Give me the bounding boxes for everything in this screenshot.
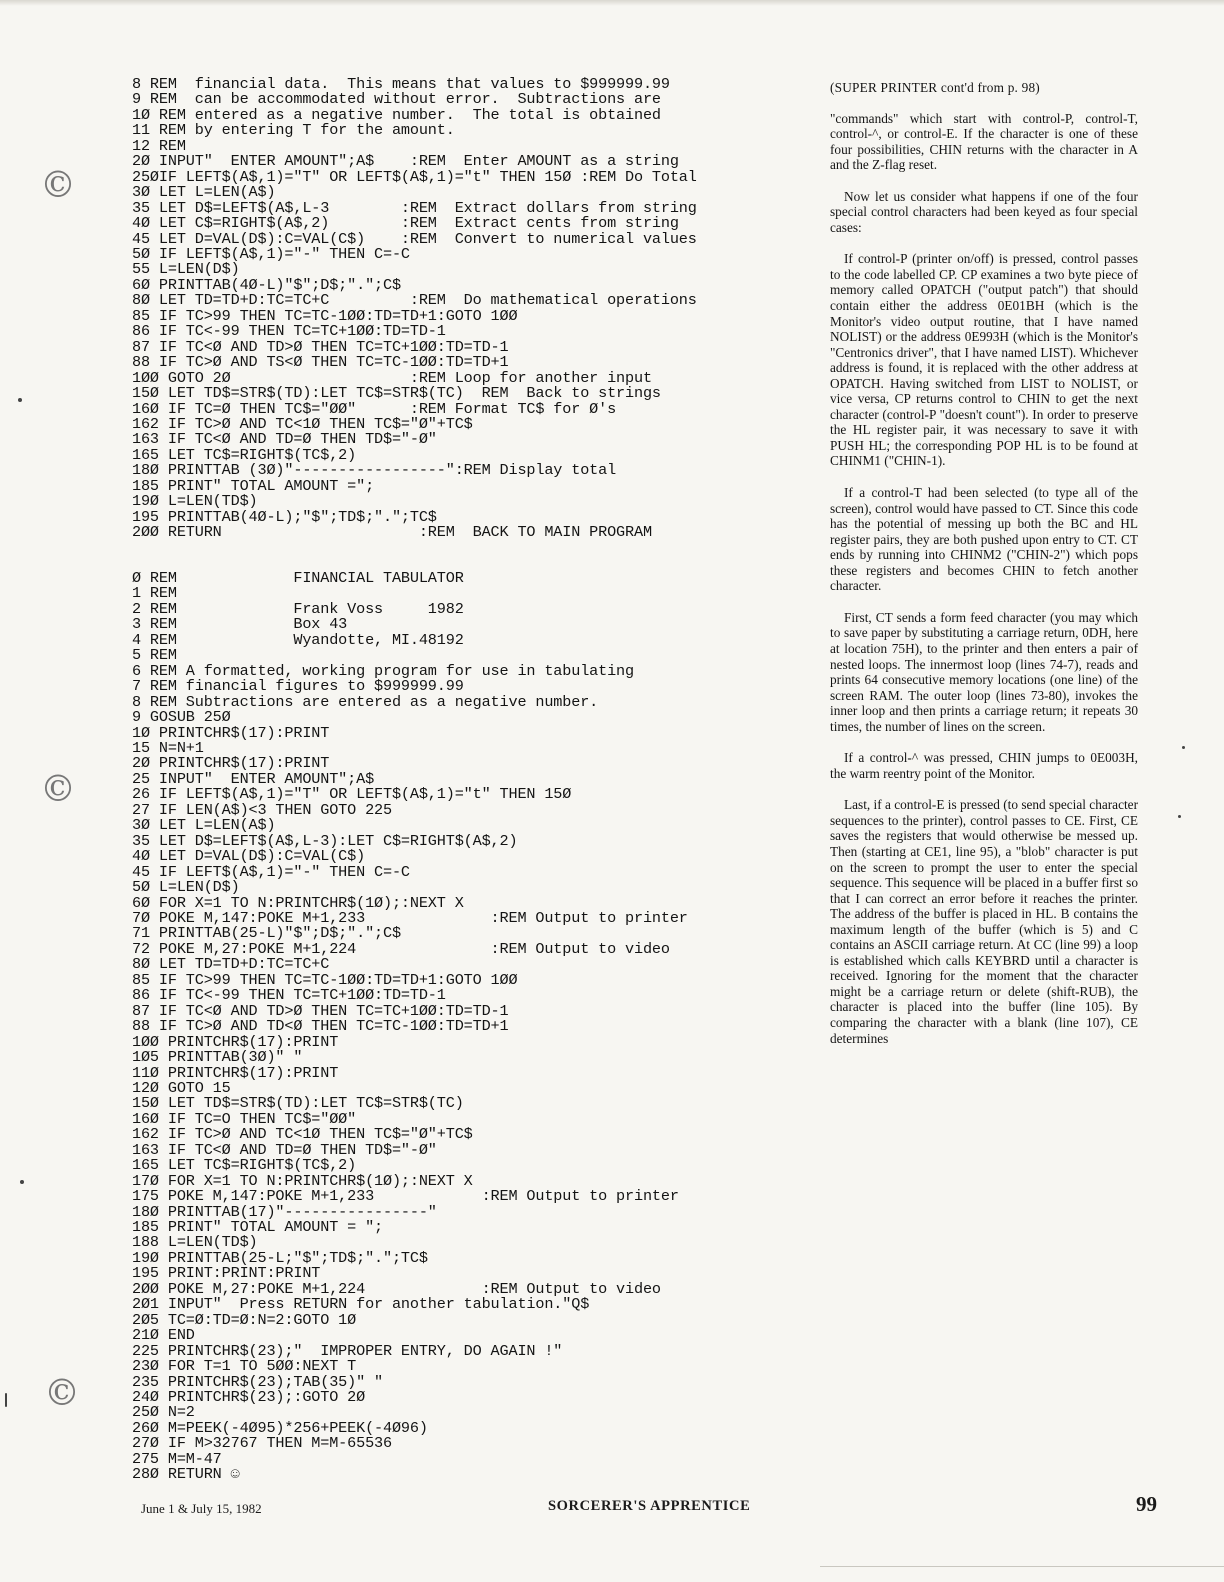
code-line: 85 IF TC>99 THEN TC=TC-1ØØ:TD=TD+1:GOTO 1ØØ: [132, 970, 518, 989]
code-line: 3Ø LET L=LEN(A$): [132, 183, 276, 202]
code-line: 225 PRINTCHR$(23);" IMPROPER ENTRY, DO AGAIN !": [132, 1341, 563, 1360]
code-line: 25ØIF LEFT$(A$,1)="T" OR LEFT$(A$,1)="t" THEN 15Ø :REM Do Total: [132, 167, 697, 186]
code-line: 28Ø RETURN ☺: [132, 1465, 240, 1484]
code-line: 2 REM Frank Voss 1982: [132, 599, 464, 618]
code-line: 86 IF TC<-99 THEN TC=TC+1ØØ:TD=TD-1: [132, 322, 446, 341]
code-line: 3 REM Box 43: [132, 615, 348, 634]
code-line: 11Ø PRINTCHR$(17):PRINT: [132, 1063, 339, 1082]
code-line: 5Ø IF LEFT$(A$,1)="-" THEN C=-C: [132, 244, 410, 263]
code-line: 7Ø POKE M,147:POKE M+1,233 :REM Output to printer: [132, 908, 688, 927]
code-line: 5Ø L=LEN(D$): [132, 878, 240, 897]
code-line: 27 IF LEN(A$)<3 THEN GOTO 225: [132, 800, 392, 819]
margin-dot: [18, 398, 22, 402]
margin-dot: [5, 1393, 7, 1407]
code-line: 185 PRINT" TOTAL AMOUNT =";: [132, 476, 375, 495]
code-line: 72 POKE M,27:POKE M+1,224 :REM Output to video: [132, 939, 670, 958]
code-line: 15Ø LET TD$=STR$(TD):LET TC$=STR$(TC): [132, 1094, 464, 1113]
code-line: 27Ø IF M>32767 THEN M=M-65536: [132, 1434, 392, 1453]
code-line: 2Ø5 TC=Ø:TD=Ø:N=2:GOTO 1Ø: [132, 1310, 357, 1329]
code-line: 2Ø INPUT" ENTER AMOUNT";A$ :REM Enter AMOUNT as a string: [132, 152, 679, 171]
code-line: 2ØØ POKE M,27:POKE M+1,224 :REM Output to video: [132, 1279, 661, 1298]
code-line: 8Ø LET TD=TD+D:TC=TC+C: [132, 955, 330, 974]
code-line: 195 PRINTTAB(4Ø-L);"$";TD$;".";TC$: [132, 507, 437, 526]
bottom-rule: [820, 1566, 1224, 1567]
code-line: 1ØØ GOTO 2Ø :REM Loop for another input: [132, 368, 652, 387]
code-line: 35 LET D$=LEFT$(A$,L-3):LET C$=RIGHT$(A$,2): [132, 831, 518, 850]
binder-mark-bottom: ©: [44, 1373, 80, 1414]
margin-dot: [1182, 746, 1185, 749]
code-line: 4 REM Wyandotte, MI.48192: [132, 630, 464, 649]
code-line: 4Ø LET D=VAL(D$):C=VAL(C$): [132, 847, 366, 866]
code-line: 1Ø PRINTCHR$(17):PRINT: [132, 723, 330, 742]
code-line: 235 PRINTCHR$(23);TAB(35)" ": [132, 1372, 383, 1391]
code-line: 19Ø PRINTTAB(25-L;"$";TD$;".";TC$: [132, 1248, 428, 1267]
code-line: 15 N=N+1: [132, 738, 204, 757]
article-paragraph: If a control-^ was pressed, CHIN jumps to 0E003H, the warm reentry point of the Monitor.: [830, 750, 1138, 781]
code-line: 88 IF TC>Ø AND TD<Ø THEN TC=TC-1ØØ:TD=TD+1: [132, 1017, 509, 1036]
code-line: 87 IF TC<Ø AND TD>Ø THEN TC=TC+1ØØ:TD=TD-1: [132, 337, 509, 356]
code-line: 8Ø LET TD=TD+D:TC=TC+C :REM Do mathematical operations: [132, 291, 697, 310]
footer-publication: SORCERER'S APPRENTICE: [548, 1498, 751, 1514]
code-line: 16Ø IF TC=Ø THEN TC$="ØØ" :REM Format TC$ for Ø's: [132, 399, 617, 418]
code-line: 12 REM: [132, 136, 186, 155]
binder-mark-middle: ©: [40, 769, 76, 810]
code-line: 17Ø FOR X=1 TO N:PRINTCHR$(1Ø);:NEXT X: [132, 1171, 473, 1190]
basic-listing-financial-tabulator: [132, 571, 688, 1483]
code-line: 9 REM can be accommodated without error. Subtractions are: [132, 90, 661, 109]
footer-date: June 1 & July 15, 1982: [141, 1501, 262, 1516]
code-line: 2Ø1 INPUT" Press RETURN for another tabulation."Q$: [132, 1295, 590, 1314]
code-line: 24Ø PRINTCHR$(23);:GOTO 2Ø: [132, 1388, 366, 1407]
article-paragraph: If control-P (printer on/off) is pressed, control passes to the code labelled CP. CP examines a two byte piece of memory called OPATCH ("output patch") that should contain either the address 0E01BH (which is the Monitor's video output routine, that I have named NOLIST) or the address 0E993H (which is the Monitor's "Centronics driver", that I have named LIST). Whichever address is found, it is replaced with the other address at OPATCH. Having switched from LIST to NOLIST, or vice versa, CP returns control to CHIN to get the next character (control-P "doesn't count"). In order to preserve the HL register pair, it was necessary to save it with PUSH HL; the corresponding POP HL is to be found at CHINM1 ("CHIN-1).: [830, 251, 1138, 469]
code-line: 25 INPUT" ENTER AMOUNT";A$: [132, 769, 375, 788]
page-number: 99: [1136, 1492, 1157, 1516]
basic-listing-fragment: [132, 77, 697, 541]
code-line: 165 LET TC$=RIGHT$(TC$,2): [132, 1156, 357, 1175]
code-line: 1Ø5 PRINTTAB(3Ø)" ": [132, 1048, 303, 1067]
code-line: 45 LET D=VAL(D$):C=VAL(C$) :REM Convert to numerical values: [132, 229, 697, 248]
margin-dot: [20, 1180, 24, 1184]
code-line: 85 IF TC>99 THEN TC=TC-1ØØ:TD=TD+1:GOTO 1ØØ: [132, 306, 518, 325]
code-line: 71 PRINTTAB(25-L)"$";D$;".";C$: [132, 924, 401, 943]
code-line: 6 REM A formatted, working program for use in tabulating: [132, 661, 634, 680]
code-line: 19Ø L=LEN(TD$): [132, 492, 258, 511]
code-line: 18Ø PRINTTAB (3Ø)"-----------------":REM Display total: [132, 461, 617, 480]
code-line: 4Ø LET C$=RIGHT$(A$,2) :REM Extract cents from string: [132, 214, 679, 233]
code-line: 185 PRINT" TOTAL AMOUNT = ";: [132, 1218, 383, 1237]
article-paragraph: "commands" which start with control-P, control-T, control-^, or control-E. If the character is one of these four possibilities, CHIN returns with the character in A and the Z-flag reset.: [830, 110, 1138, 173]
article-paragraph: Now let us consider what happens if one of the four special control characters had been keyed as four special cases:: [830, 188, 1138, 235]
code-line: 165 LET TC$=RIGHT$(TC$,2): [132, 445, 357, 464]
code-line: 195 PRINT:PRINT:PRINT: [132, 1264, 321, 1283]
code-line: 21Ø END: [132, 1326, 195, 1345]
code-line: 275 M=M-47: [132, 1449, 222, 1468]
code-line: 9 GOSUB 25Ø: [132, 708, 231, 727]
margin-dot: [1178, 815, 1181, 818]
code-line: 55 L=LEN(D$): [132, 260, 240, 279]
code-line: 175 POKE M,147:POKE M+1,233 :REM Output to printer: [132, 1187, 679, 1206]
code-line: 23Ø FOR T=1 TO 5ØØ:NEXT T: [132, 1357, 357, 1376]
scan-edge: [0, 0, 1224, 6]
code-line: 163 IF TC<Ø AND TD=Ø THEN TD$="-Ø": [132, 430, 437, 449]
code-line: 11 REM by entering T for the amount.: [132, 121, 455, 140]
code-line: 88 IF TC>Ø AND TS<Ø THEN TC=TC-1ØØ:TD=TD+1: [132, 353, 509, 372]
code-line: 7 REM financial figures to $999999.99: [132, 677, 464, 696]
code-line: 8 REM Subtractions are entered as a negative number.: [132, 692, 599, 711]
code-line: 1Ø REM entered as a negative number. The total is obtained: [132, 105, 661, 124]
code-line: 86 IF TC<-99 THEN TC=TC+1ØØ:TD=TD-1: [132, 986, 446, 1005]
code-line: 26 IF LEFT$(A$,1)="T" OR LEFT$(A$,1)="t" THEN 15Ø: [132, 785, 572, 804]
code-line: 16Ø IF TC=O THEN TC$="ØØ": [132, 1109, 357, 1128]
code-line: 12Ø GOTO 15: [132, 1078, 231, 1097]
code-line: 2ØØ RETURN :REM BACK TO MAIN PROGRAM: [132, 523, 652, 542]
code-line: 6Ø FOR X=1 TO N:PRINTCHR$(1Ø);:NEXT X: [132, 893, 464, 912]
code-line: 3Ø LET L=LEN(A$): [132, 816, 276, 835]
article-paragraph: First, CT sends a form feed character (you may which to save paper by substituting a carriage return, 0DH, here at location 75H), to the printer and then enters a pair of nested loops. The innermost loop (lines 74-7), reads and prints 64 consecutive memory locations (one line) of the screen RAM. The outer loop (lines 73-80), invokes the inner loop and then prints a carriage return; it repeats 30 times, the number of lines on the screen.: [830, 609, 1138, 734]
article-paragraph: If a control-T had been selected (to type all of the screen), control would have passed to CT. Since this code has the potential of messing up both the BC and HL register pairs, they are both pushed upon entry to CT. CT ends by running into CHINM2 ("CHIN-2") which pops these registers and becomes CHIN to fetch another character.: [830, 485, 1138, 594]
code-line: 25Ø N=2: [132, 1403, 195, 1422]
code-line: 15Ø LET TD$=STR$(TD):LET TC$=STR$(TC) REM Back to strings: [132, 384, 661, 403]
code-line: 87 IF TC<Ø AND TD>Ø THEN TC=TC+1ØØ:TD=TD-1: [132, 1001, 509, 1020]
code-line: 1 REM: [132, 584, 177, 603]
continuation-header: (SUPER PRINTER cont'd from p. 98): [830, 80, 1040, 95]
code-line: 26Ø M=PEEK(-4Ø95)*256+PEEK(-4Ø96): [132, 1418, 428, 1437]
code-line: 162 IF TC>Ø AND TC<1Ø THEN TC$="Ø"+TC$: [132, 414, 473, 433]
binder-mark-top: ©: [40, 165, 76, 206]
code-line: 5 REM: [132, 646, 177, 665]
code-line: 2Ø PRINTCHR$(17):PRINT: [132, 754, 330, 773]
article-paragraph: Last, if a control-E is pressed (to send special character sequences to the printer), control passes to CE. First, CE saves the registers that would otherwise be messed up. Then (starting at CE1, line 95), a "blob" character is put on the screen to prompt the user to enter the special sequence. This sequence will be placed in a buffer first so that I can correct an error before it reaches the printer. The address of the buffer is placed in HL. B contains the maximum length of the buffer (which is 5) and C contains an ASCII carriage return. At CC (line 99) a loop is established which calls KEYBRD until a character is received. Ignoring for the moment that the character might be a carriage return or delete (shift-RUB), the character is placed into the buffer (line 105). By comparing the character with a blank (line 107), CE determines: [830, 797, 1138, 1046]
code-line: 6Ø PRINTTAB(4Ø-L)"$";D$;".";C$: [132, 275, 401, 294]
code-line: 188 L=LEN(TD$): [132, 1233, 258, 1252]
code-line: Ø REM FINANCIAL TABULATOR: [132, 569, 464, 587]
code-line: 8 REM financial data. This means that values to $999999.99: [132, 75, 670, 93]
code-line: 45 IF LEFT$(A$,1)="-" THEN C=-C: [132, 862, 410, 881]
code-line: 1ØØ PRINTCHR$(17):PRINT: [132, 1032, 339, 1051]
code-line: 18Ø PRINTTAB(17)"----------------": [132, 1202, 437, 1221]
code-line: 163 IF TC<Ø AND TD=Ø THEN TD$="-Ø": [132, 1140, 437, 1159]
code-line: 35 LET D$=LEFT$(A$,L-3 :REM Extract dollars from string: [132, 198, 697, 217]
article-column: [830, 80, 1138, 1062]
code-line: 162 IF TC>Ø AND TC<1Ø THEN TC$="Ø"+TC$: [132, 1125, 473, 1144]
